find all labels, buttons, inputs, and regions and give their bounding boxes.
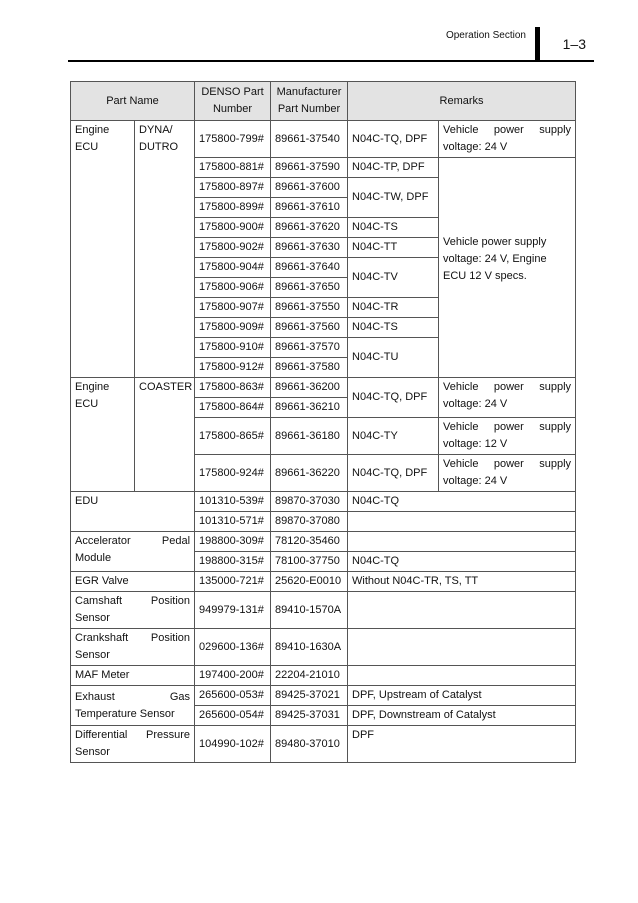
part-name-maf-meter: MAF Meter [71,666,195,686]
engine-model: N04C-TP, DPF [348,158,439,178]
table-row [71,686,576,706]
part-name-camshaft-position-sensor: Camshaft Position Sensor [71,592,195,629]
denso-number: 175800-897# [195,178,271,198]
table-row [71,532,576,552]
vehicle-dyna-dutro: DYNA/ DUTRO [135,121,195,378]
denso-number: 175800-881# [195,158,271,178]
mfr-number: 89661-37610 [271,198,348,218]
engine-model: N04C-TS [348,318,439,338]
mfr-number: 25620-E0010 [271,572,348,592]
header-remarks: Remarks [348,82,576,121]
engine-model [348,629,576,666]
part-name-engine-ecu: Engine ECU [71,378,135,492]
header-rule [68,60,594,62]
part-name-crankshaft-position-sensor: Crankshaft Position Sensor [71,629,195,666]
mfr-number: 89661-37640 [271,258,348,278]
mfr-number: 78100-37750 [271,552,348,572]
part-name-engine-ecu: Engine ECU [71,121,135,378]
engine-model: DPF [348,726,576,763]
header-manufacturer-part-number: Manufacturer Part Number [271,82,348,121]
parts-table [70,81,576,763]
denso-number: 197400-200# [195,666,271,686]
mfr-number: 89661-36200 [271,378,348,398]
remark: Vehicle power supply voltage: 24 V, Engine ECU 12 V specs. [439,158,576,378]
mfr-number: 89410-1570A [271,592,348,629]
engine-model: N04C-TQ, DPF [348,121,439,158]
remark: Vehicle power supply voltage: 24 V [439,455,576,492]
engine-model: N04C-TS [348,218,439,238]
denso-number: 175800-907# [195,298,271,318]
engine-model: N04C-TQ, DPF [348,378,439,418]
mfr-number: 89661-37590 [271,158,348,178]
mfr-number: 89661-37580 [271,358,348,378]
part-name-edu: EDU [71,492,195,532]
denso-number: 175800-909# [195,318,271,338]
mfr-number: 89661-36210 [271,398,348,418]
table-row [71,629,576,666]
engine-model: N04C-TT [348,238,439,258]
denso-number: 104990-102# [195,726,271,763]
mfr-number: 89661-37550 [271,298,348,318]
denso-number: 175800-899# [195,198,271,218]
remark: Vehicle power supply voltage: 24 V [439,378,576,418]
part-name-egr-valve: EGR Valve [71,572,195,592]
denso-number: 101310-571# [195,512,271,532]
denso-number: 949979-131# [195,592,271,629]
mfr-number: 89870-37030 [271,492,348,512]
engine-model [348,666,576,686]
header-denso-part-number: DENSO Part Number [195,82,271,121]
engine-model: N04C-TR [348,298,439,318]
table-row [71,121,576,158]
mfr-number: 89661-37630 [271,238,348,258]
mfr-number: 89661-37540 [271,121,348,158]
denso-number: 175800-865# [195,418,271,455]
engine-model: N04C-TQ [348,492,576,512]
remark: Vehicle power supply voltage: 12 V [439,418,576,455]
header-section-label: Operation Section [445,30,526,41]
remark: Vehicle power supply voltage: 24 V [439,121,576,158]
table-row [71,592,576,629]
mfr-number: 89425-37031 [271,706,348,726]
table-row [71,666,576,686]
denso-number: 175800-912# [195,358,271,378]
mfr-number: 89661-37620 [271,218,348,238]
denso-number: 175800-906# [195,278,271,298]
engine-model: N04C-TY [348,418,439,455]
engine-model: DPF, Downstream of Catalyst [348,706,576,726]
part-name-exhaust-gas-temperature-sensor: Exhaust Gas Temperature Sensor [71,686,195,726]
table-row [71,726,576,763]
denso-number: 198800-309# [195,532,271,552]
mfr-number: 89661-37600 [271,178,348,198]
header-part-name: Part Name [71,82,195,121]
engine-model: Without N04C-TR, TS, TT [348,572,576,592]
engine-model: N04C-TW, DPF [348,178,439,218]
denso-number: 175800-900# [195,218,271,238]
table-row [71,378,576,398]
mfr-number: 89661-36180 [271,418,348,455]
mfr-number: 89661-37650 [271,278,348,298]
mfr-number: 89661-37570 [271,338,348,358]
page-number: 1–3 [562,36,586,52]
engine-model: N04C-TQ [348,552,576,572]
engine-model [348,592,576,629]
denso-number: 175800-910# [195,338,271,358]
vehicle-coaster: COASTER [135,378,195,492]
denso-number: 175800-863# [195,378,271,398]
denso-number: 265600-054# [195,706,271,726]
table-row [71,572,576,592]
table-header-row [71,82,576,121]
denso-number: 175800-864# [195,398,271,418]
part-name-accelerator-pedal-module: Accelerator Pedal Module [71,532,195,572]
denso-number: 175800-924# [195,455,271,492]
table-row [71,492,576,512]
denso-number: 175800-799# [195,121,271,158]
denso-number: 175800-904# [195,258,271,278]
mfr-number: 89425-37021 [271,686,348,706]
engine-model [348,532,576,552]
header-bar [535,27,540,60]
mfr-number: 22204-21010 [271,666,348,686]
mfr-number: 89480-37010 [271,726,348,763]
denso-number: 101310-539# [195,492,271,512]
denso-number: 029600-136# [195,629,271,666]
denso-number: 265600-053# [195,686,271,706]
mfr-number: 89410-1630A [271,629,348,666]
mfr-number: 89870-37080 [271,512,348,532]
denso-number: 135000-721# [195,572,271,592]
engine-model: N04C-TU [348,338,439,378]
engine-model: N04C-TQ, DPF [348,455,439,492]
denso-number: 198800-315# [195,552,271,572]
mfr-number: 89661-37560 [271,318,348,338]
engine-model [348,512,576,532]
denso-number: 175800-902# [195,238,271,258]
mfr-number: 78120-35460 [271,532,348,552]
engine-model: N04C-TV [348,258,439,298]
mfr-number: 89661-36220 [271,455,348,492]
engine-model: DPF, Upstream of Catalyst [348,686,576,706]
part-name-differential-pressure-sensor: Differential Pressure Sensor [71,726,195,763]
